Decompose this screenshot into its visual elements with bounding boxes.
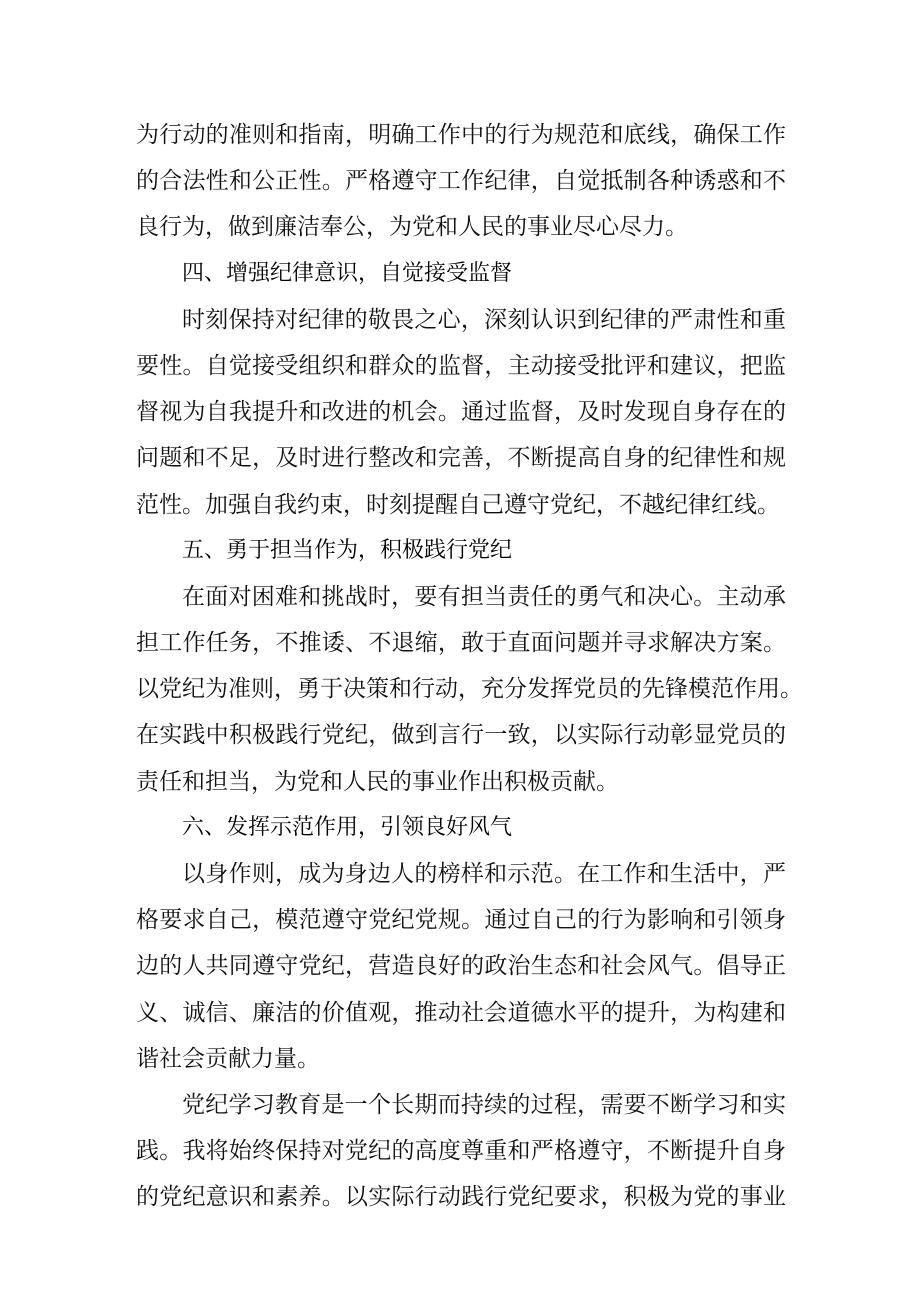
paragraph <box>136 851 786 1082</box>
text-line: 谐社会贡献力量。 <box>136 1045 320 1072</box>
text-line: 问题和不足，及时进行整改和完善，不断提高自身的纪律性和规 <box>136 445 786 472</box>
paragraph <box>136 112 786 251</box>
text-line: 的党纪意识和素养。以实际行动践行党纪要求，积极为党的事业 <box>136 1184 786 1211</box>
text-line: 以身作则，成为身边人的榜样和示范。在工作和生活中，严 <box>182 861 786 887</box>
paragraph <box>136 1082 786 1221</box>
section-heading: 六、发挥示范作用，引领良好风气 <box>182 814 513 840</box>
text-line: 为行动的准则和指南，明确工作中的行为规范和底线，确保工作 <box>136 122 786 148</box>
text-line: 边的人共同遵守党纪，营造良好的政治生态和社会风气。倡导正 <box>136 953 786 980</box>
paragraph <box>136 297 786 528</box>
text-line: 格要求自己，模范遵守党纪党规。通过自己的行为影响和引领身 <box>136 907 786 934</box>
paragraph <box>136 574 803 805</box>
document-body <box>136 112 803 1221</box>
text-line: 的合法性和公正性。严格遵守工作纪律，自觉抵制各种诱惑和不 <box>136 168 786 195</box>
section-heading: 五、勇于担当作为，积极践行党纪 <box>182 537 513 563</box>
text-line: 良行为，做到廉洁奉公，为党和人民的事业尽心尽力。 <box>136 214 688 241</box>
text-line: 要性。自觉接受组织和群众的监督，主动接受批评和建议，把监 <box>136 352 786 379</box>
text-line: 担工作任务，不推诿、不退缩，敢于直面问题并寻求解决方案。 <box>136 630 786 657</box>
text-line: 责任和担当，为党和人民的事业作出积极贡献。 <box>136 768 619 795</box>
text-line: 以党纪为准则，勇于决策和行动，充分发挥党员的先锋模范作用。 <box>136 676 803 703</box>
text-line: 时刻保持对纪律的敬畏之心，深刻认识到纪律的严肃性和重 <box>182 306 786 333</box>
text-line: 督视为自我提升和改进的机会。通过监督，及时发现自身存在的 <box>136 399 786 426</box>
text-line: 范性。加强自我约束，时刻提醒自己遵守党纪，不越纪律红线。 <box>136 491 780 518</box>
section-heading: 四、增强纪律意识，自觉接受监督 <box>182 260 513 286</box>
text-line: 党纪学习教育是一个长期而持续的过程，需要不断学习和实 <box>182 1091 786 1118</box>
text-line: 在实践中积极践行党纪，做到言行一致，以实际行动彰显党员的 <box>136 722 786 749</box>
text-line: 践。我将始终保持对党纪的高度尊重和严格遵守，不断提升自身 <box>136 1138 786 1165</box>
text-line: 义、诚信、廉洁的价值观，推动社会道德水平的提升，为构建和 <box>136 999 786 1026</box>
text-line: 在面对困难和挑战时，要有担当责任的勇气和决心。主动承 <box>182 583 786 610</box>
